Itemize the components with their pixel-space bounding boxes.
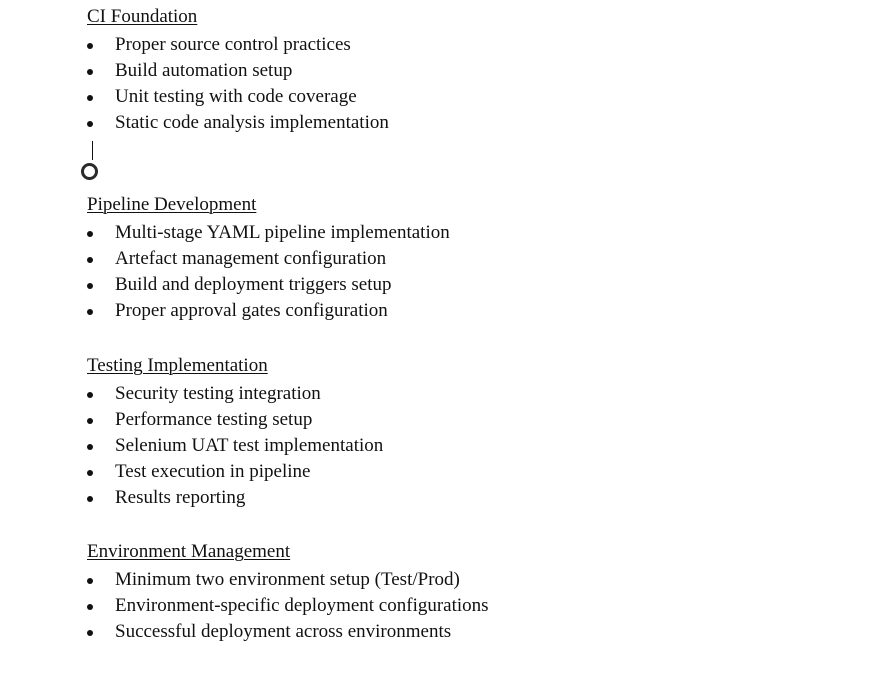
bullet-list (87, 220, 787, 324)
bullet-icon (87, 418, 93, 424)
list-item (87, 272, 787, 298)
bullet-icon (87, 95, 93, 101)
list-item-text: Proper source control practices (115, 34, 351, 55)
bullet-icon (87, 309, 93, 315)
list-item-text: Proper approval gates configuration (115, 299, 388, 321)
list-item (87, 32, 787, 58)
bullet-icon (87, 283, 93, 289)
bullet-list (87, 32, 787, 136)
bullet-icon (87, 69, 93, 75)
list-item (87, 619, 787, 645)
bullet-icon (87, 604, 93, 610)
list-item-text: Selenium UAT test implementation (115, 434, 384, 456)
section-ci-foundation (87, 6, 787, 136)
list-item (87, 298, 787, 324)
bullet-icon (87, 121, 93, 127)
list-item (87, 84, 787, 110)
list-item-text: Minimum two environment setup (Test/Prod) (115, 569, 460, 590)
list-item (87, 220, 787, 246)
list-item-text: Performance testing setup (115, 408, 313, 430)
section-pipeline-development (87, 194, 787, 324)
section-heading: Testing Implementation (87, 355, 268, 376)
bullet-icon (87, 496, 93, 502)
section-environment-management (87, 541, 787, 645)
list-item-text: Build automation setup (115, 59, 293, 81)
list-item (87, 433, 787, 459)
list-item (87, 593, 787, 619)
list-item (87, 567, 787, 593)
list-item-text: Successful deployment across environments (115, 620, 452, 642)
list-item-text: Artefact management configuration (115, 247, 387, 269)
list-item-text: Results reporting (115, 486, 246, 508)
list-item (87, 58, 787, 84)
bullet-icon (87, 392, 93, 398)
list-item (87, 459, 787, 485)
bullet-icon (87, 630, 93, 636)
section-heading: Environment Management (87, 541, 291, 562)
list-item-text: Test execution in pipeline (115, 460, 311, 482)
list-item-text: Security testing integration (115, 383, 321, 404)
list-item (87, 485, 787, 511)
bullet-icon (87, 470, 93, 476)
list-item-text: Environment-specific deployment configurations (115, 594, 489, 616)
list-item-text: Unit testing with code coverage (115, 85, 357, 107)
section-heading: Pipeline Development (87, 194, 257, 215)
list-item-text: Build and deployment triggers setup (115, 273, 392, 295)
list-item-text: Multi-stage YAML pipeline implementation (115, 222, 450, 243)
list-item (87, 381, 787, 407)
bullet-icon (87, 578, 93, 584)
list-item-text: Static code analysis implementation (115, 111, 389, 133)
circle-handle-icon[interactable] (81, 163, 98, 180)
bullet-list (87, 381, 787, 510)
text-cursor-icon (92, 141, 93, 160)
bullet-list (87, 567, 787, 645)
bullet-icon (87, 444, 93, 450)
list-item (87, 407, 787, 433)
section-testing-implementation (87, 355, 787, 510)
bullet-icon (87, 257, 93, 263)
bullet-icon (87, 231, 93, 237)
bullet-icon (87, 43, 93, 49)
list-item (87, 246, 787, 272)
section-heading: CI Foundation (87, 6, 198, 27)
list-item (87, 110, 787, 136)
